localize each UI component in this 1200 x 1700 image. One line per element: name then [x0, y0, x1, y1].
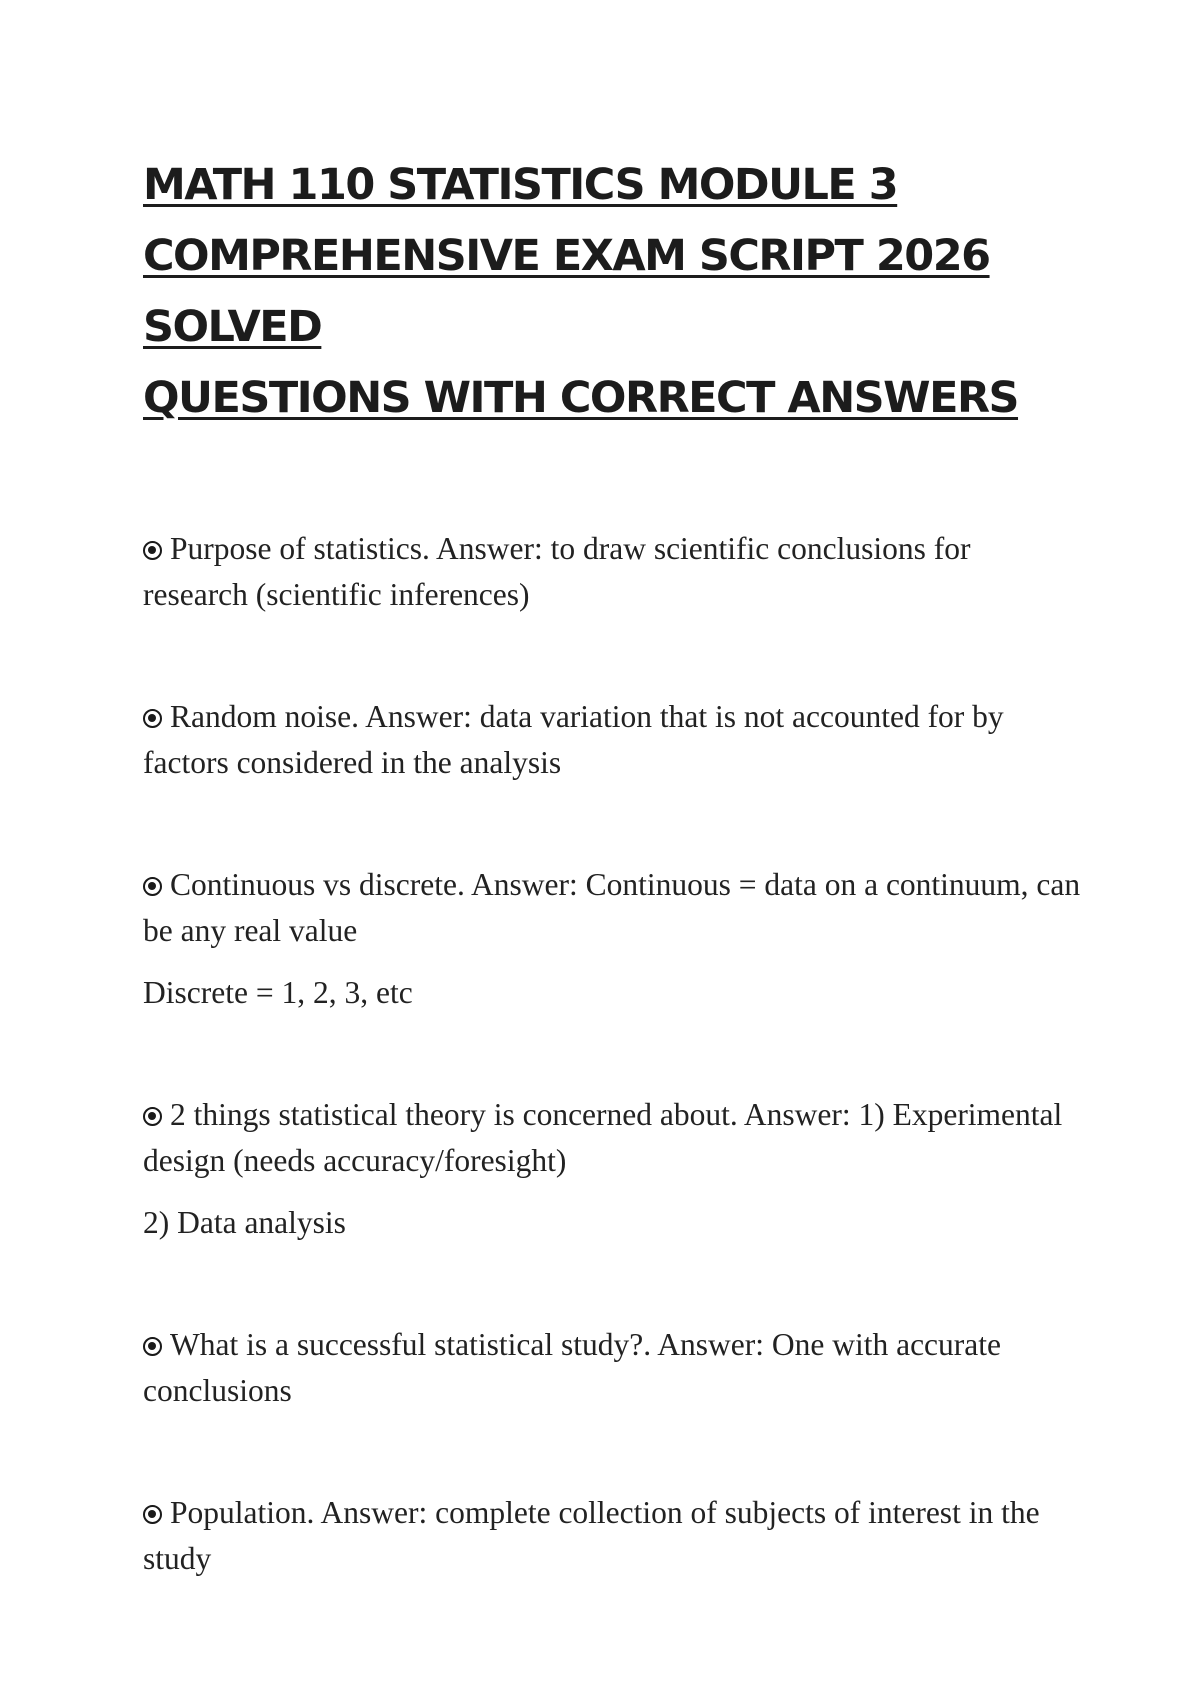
qa-item-4-text: 2 things statistical theory is concerned about. Answer: 1) Experimental design (needs accuracy/foresight) [143, 1097, 1063, 1178]
qa-item-2-text: Random noise. Answer: data variation that is not accounted for by factors considered in the analysis [143, 699, 1004, 780]
title-line-1: MATH 110 STATISTICS MODULE 3 [143, 160, 898, 210]
fisheye-bullet-icon [143, 1107, 162, 1126]
qa-item-1 [143, 526, 1083, 618]
fisheye-bullet-icon [143, 1505, 162, 1524]
qa-item-5-text: What is a successful statistical study?. Answer: One with accurate conclusions [143, 1327, 1001, 1408]
document-page [143, 150, 1083, 1582]
fisheye-bullet-icon [143, 877, 162, 896]
qa-item-4 [143, 1092, 1083, 1246]
qa-item-1-text: Purpose of statistics. Answer: to draw scientific conclusions for research (scientific inferences) [143, 531, 971, 612]
title-line-3: QUESTIONS WITH CORRECT ANSWERS [143, 373, 1019, 423]
document-title [143, 150, 1083, 434]
title-line-2: COMPREHENSIVE EXAM SCRIPT 2026 SOLVED [143, 231, 990, 352]
qa-item-3-text: Continuous vs discrete. Answer: Continuous = data on a continuum, can be any real value [143, 867, 1081, 948]
fisheye-bullet-icon [143, 709, 162, 728]
fisheye-bullet-icon [143, 1337, 162, 1356]
qa-item-4-continuation: 2) Data analysis [143, 1205, 346, 1240]
qa-item-6-text: Population. Answer: complete collection of subjects of interest in the study [143, 1495, 1040, 1576]
qa-item-3 [143, 862, 1083, 1016]
question-answer-list [143, 526, 1083, 1582]
qa-item-3-continuation: Discrete = 1, 2, 3, etc [143, 975, 413, 1010]
qa-item-5 [143, 1322, 1083, 1414]
fisheye-bullet-icon [143, 541, 162, 560]
qa-item-2 [143, 694, 1083, 786]
qa-item-6 [143, 1490, 1083, 1582]
